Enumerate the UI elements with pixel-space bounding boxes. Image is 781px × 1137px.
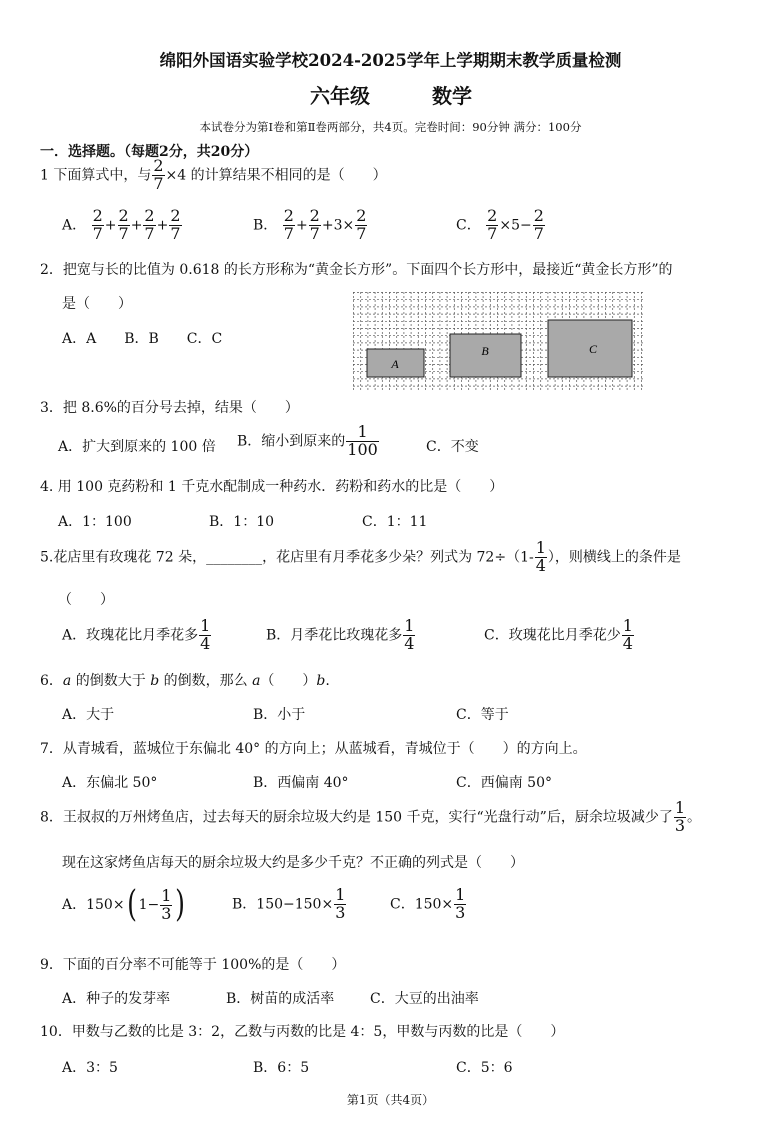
question-9-option-c: C．大豆的出油率 [370, 991, 479, 1007]
question-6-option-b: B．小于 [253, 707, 306, 723]
rectangle-grid-figure [353, 292, 645, 392]
page-footer: 第1页（共4页） [346, 1093, 435, 1107]
question-10-option-a: A．3：5 [62, 1060, 118, 1076]
question-9-option-a: A．种子的发芽率 [62, 991, 171, 1007]
question-4-option-a: A．1：100 [58, 514, 132, 530]
question-6-option-a: A．大于 [62, 707, 115, 723]
rectangle-b-label: B [481, 344, 489, 358]
question-5-option-a: A．玫瑰花比月季花多 $\frac{1}{4}$ [62, 616, 211, 653]
question-8-option-c: C．150× $\frac{1}{3}$ [390, 885, 466, 922]
grid-svg [353, 292, 645, 392]
question-1-option-a: A． $\frac{2}{7}$ + $\frac{2}{7}$ + $\frac{2}{7}$ + $\frac{2}{7}$ [62, 206, 181, 243]
question-9-option-b: B．树苗的成活率 [226, 991, 335, 1007]
question-2-options: A．A B．B C．C [62, 331, 223, 347]
question-5-stem: 5.花店里有玫瑰花 72 朵，________，花店里有月季花多少朵？列式为 72÷（1- $\frac{1}{4}$ ），则横线上的条件是 [40, 538, 681, 575]
question-5-option-c: C．玫瑰花比月季花少 $\frac{1}{4}$ [484, 616, 633, 653]
question-8-option-a: A．150×( 1− $\frac{1}{3}$ ) [62, 884, 186, 925]
question-8-option-b: B．150−150× $\frac{1}{3}$ [232, 885, 346, 922]
section-1-title: 一．选择题。（每题2分，共20分） [40, 144, 259, 160]
rectangle-c-label: C [588, 342, 598, 356]
question-4-stem: 4. 用 100 克药粉和 1 千克水配制成一种药水．药粉和药水的比是（ ） [40, 479, 504, 495]
question-10-option-b: B．6：5 [253, 1060, 310, 1076]
grade-label: 六年级 [310, 84, 370, 108]
question-5-option-b: B．月季花比玫瑰花多 $\frac{1}{4}$ [266, 616, 415, 653]
question-3-option-a: A．扩大到原来的 100 倍 [58, 439, 216, 455]
question-8-stem: 8．王叔叔的万州烤鱼店，过去每天的厨余垃圾大约是 150 千克，实行“光盘行动”后，厨余垃圾减少了 $\frac{1}{3}$ 。 [40, 798, 702, 835]
exam-info: 本试卷分为第Ⅰ卷和第Ⅱ卷两部分，共4页。完卷时间：90分钟 满分：100分 [199, 120, 582, 134]
question-1-option-c: C． $\frac{2}{7}$ ×5− $\frac{2}{7}$ [456, 206, 544, 243]
question-4-option-c: C．1：11 [362, 514, 428, 530]
question-2-stem: 2．把宽与长的比值为 0.618 的长方形称为“黄金长方形”。下面四个长方形中，最接近“黄金长方形”的 [40, 262, 673, 278]
question-10-option-c: C．5：6 [456, 1060, 513, 1076]
question-1-stem: 1 下面算式中，与 $\frac{2}{7}$ ×4 的计算结果不相同的是（ ） [40, 156, 387, 193]
question-8-stem-line2: 现在这家烤鱼店每天的厨余垃圾大约是多少千克？不正确的列式是（ ） [62, 855, 524, 871]
question-10-stem: 10．甲数与乙数的比是 3：2，乙数与丙数的比是 4：5，甲数与丙数的比是（ ） [40, 1024, 565, 1040]
question-6-option-c: C．等于 [456, 707, 509, 723]
question-7-option-b: B．西偏南 40° [253, 775, 349, 791]
question-7-option-a: A．东偏北 50° [62, 775, 158, 791]
question-4-option-b: B．1：10 [209, 514, 275, 530]
question-1-option-b: B． $\frac{2}{7}$ + $\frac{2}{7}$ +3× $\frac{2}{7}$ [253, 206, 367, 243]
question-3-option-b: B．缩小到原来的 $\frac{1}{100}$ [237, 422, 378, 459]
fraction: $\frac{2}{7}$ [153, 156, 164, 193]
question-5-answer-paren: （ ） [58, 592, 114, 608]
question-7-stem: 7．从青城看，蓝城位于东偏北 40° 的方向上；从蓝城看，青城位于（ ）的方向上。 [40, 741, 587, 757]
question-3-stem: 3．把 8.6%的百分号去掉，结果（ ） [40, 400, 299, 416]
question-2-stem-line2: 是（ ） [62, 296, 132, 312]
question-6-stem: 6．a 的倒数大于 b 的倒数，那么 a（ ）b. [40, 673, 330, 689]
question-3-option-c: C．不变 [426, 439, 479, 455]
subject-label: 数学 [432, 84, 472, 108]
question-7-option-c: C．西偏南 50° [456, 775, 552, 791]
question-9-stem: 9．下面的百分率不可能等于 100%的是（ ） [40, 957, 346, 973]
rectangle-a-label: A [391, 357, 399, 371]
exam-title: 绵阳外国语实验学校2024-2025学年上学期期末教学质量检测 [159, 51, 622, 70]
